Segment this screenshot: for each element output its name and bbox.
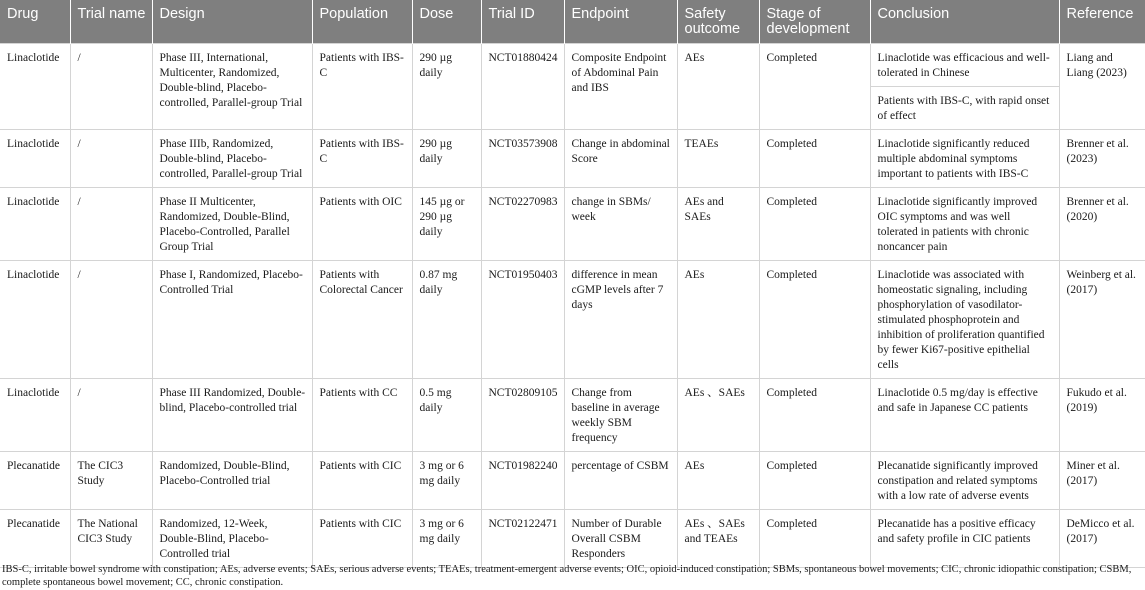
cell-conclusion: Linaclotide significantly improved OIC symptoms and was well tolerated in patients with chronic noncancer pain: [870, 188, 1059, 261]
cell-trial-id: NCT03573908: [481, 130, 564, 188]
cell-design: Phase IIIb, Randomized, Double-blind, Placebo-controlled, Parallel-group Trial: [152, 130, 312, 188]
header-safety-outcome: Safety outcome: [677, 0, 759, 44]
cell-stage: Completed: [759, 261, 870, 379]
header-conclusion: Conclusion: [870, 0, 1059, 44]
cell-safety-outcome: AEs: [677, 452, 759, 510]
cell-dose: 0.87 mg daily: [412, 261, 481, 379]
header-population: Population: [312, 0, 412, 44]
cell-dose: 145 µg or 290 µg daily: [412, 188, 481, 261]
table-row: [0, 261, 1145, 379]
header-trial-name: Trial name: [70, 0, 152, 44]
cell-trial-id: NCT01982240: [481, 452, 564, 510]
cell-trial-name: /: [70, 188, 152, 261]
cell-reference: Brenner et al. (2020): [1059, 188, 1145, 261]
cell-drug: Linaclotide: [0, 130, 70, 188]
table-row: [0, 510, 1145, 568]
cell-safety-outcome: TEAEs: [677, 130, 759, 188]
cell-design: Phase I, Randomized, Placebo-Controlled Trial: [152, 261, 312, 379]
cell-dose: 290 µg daily: [412, 130, 481, 188]
cell-population: Patients with IBS-C: [312, 44, 412, 130]
header-reference: Reference: [1059, 0, 1145, 44]
cell-drug: Linaclotide: [0, 188, 70, 261]
cell-population: Patients with OIC: [312, 188, 412, 261]
cell-reference: Liang and Liang (2023): [1059, 44, 1145, 130]
cell-trial-id: NCT02122471: [481, 510, 564, 568]
cell-safety-outcome: AEs: [677, 261, 759, 379]
table-header-row: [0, 0, 1145, 44]
cell-population: Patients with CC: [312, 379, 412, 452]
cell-trial-id: NCT02270983: [481, 188, 564, 261]
cell-safety-outcome: AEs 、SAEs and TEAEs: [677, 510, 759, 568]
cell-drug: Plecanatide: [0, 452, 70, 510]
cell-trial-id: NCT01880424: [481, 44, 564, 130]
cell-endpoint: change in SBMs/ week: [564, 188, 677, 261]
cell-trial-name: The National CIC3 Study: [70, 510, 152, 568]
cell-trial-name: The CIC3 Study: [70, 452, 152, 510]
cell-trial-id: NCT02809105: [481, 379, 564, 452]
cell-drug: Plecanatide: [0, 510, 70, 568]
table-row: [0, 379, 1145, 452]
cell-conclusion: Linaclotide was associated with homeostatic signaling, including phosphorylation of vasodilator-stimulated phosphoprotein and inhibition of proliferation quantified by fewer Ki67-positive epithelial cells: [870, 261, 1059, 379]
table-footnote: IBS-C, irritable bowel syndrome with constipation; AEs, adverse events; SAEs, serious adverse events; TEAEs, treatment-emergent adverse events; OIC, opioid-induced constipation; SBMs, spontaneous bowel movements; CIC, chronic idiopathic constipation; CSBM, complete spontaneous bowel movement; CC, chronic constipation.: [2, 564, 1132, 588]
cell-population: Patients with CIC: [312, 452, 412, 510]
cell-dose: 290 µg daily: [412, 44, 481, 130]
cell-endpoint: Number of Durable Overall CSBM Responders: [564, 510, 677, 568]
cell-conclusion: Linaclotide 0.5 mg/day is effective and safe in Japanese CC patients: [870, 379, 1059, 452]
cell-reference: Weinberg et al. (2017): [1059, 261, 1145, 379]
cell-endpoint: Change in abdominal Score: [564, 130, 677, 188]
cell-drug: Linaclotide: [0, 44, 70, 130]
header-trial-id: Trial ID: [481, 0, 564, 44]
cell-endpoint: Change from baseline in average weekly SBM frequency: [564, 379, 677, 452]
cell-population: Patients with Colorectal Cancer: [312, 261, 412, 379]
cell-trial-name: /: [70, 130, 152, 188]
cell-conclusion: Patients with IBS-C, with rapid onset of effect: [870, 87, 1059, 130]
cell-population: Patients with IBS-C: [312, 130, 412, 188]
table-row: [0, 130, 1145, 188]
cell-drug: Linaclotide: [0, 261, 70, 379]
cell-design: Randomized, 12-Week, Double-Blind, Placebo-Controlled trial: [152, 510, 312, 568]
cell-endpoint: percentage of CSBM: [564, 452, 677, 510]
cell-reference: Brenner et al. (2023): [1059, 130, 1145, 188]
cell-reference: Miner et al. (2017): [1059, 452, 1145, 510]
cell-stage: Completed: [759, 452, 870, 510]
cell-drug: Linaclotide: [0, 379, 70, 452]
header-dose: Dose: [412, 0, 481, 44]
cell-endpoint: difference in mean cGMP levels after 7 days: [564, 261, 677, 379]
cell-trial-name: /: [70, 261, 152, 379]
cell-conclusion: Linaclotide significantly reduced multiple abdominal symptoms important to patients with IBS-C: [870, 130, 1059, 188]
cell-reference: Fukudo et al. (2019): [1059, 379, 1145, 452]
cell-conclusion: Linaclotide was efficacious and well-tolerated in Chinese: [870, 44, 1059, 87]
header-drug: Drug: [0, 0, 70, 44]
cell-dose: 0.5 mg daily: [412, 379, 481, 452]
cell-design: Phase III, International, Multicenter, Randomized, Double-blind, Placebo-controlled, Parallel-group Trial: [152, 44, 312, 130]
cell-design: Phase II Multicenter, Randomized, Double-Blind, Placebo-Controlled, Parallel Group Trial: [152, 188, 312, 261]
cell-design: Phase III Randomized, Double-blind, Placebo-controlled trial: [152, 379, 312, 452]
table-row: [0, 188, 1145, 261]
table-row: [0, 44, 1145, 87]
cell-stage: Completed: [759, 510, 870, 568]
cell-conclusion: Plecanatide significantly improved constipation and related symptoms with a low rate of adverse events: [870, 452, 1059, 510]
cell-safety-outcome: AEs 、SAEs: [677, 379, 759, 452]
cell-trial-id: NCT01950403: [481, 261, 564, 379]
cell-dose: 3 mg or 6 mg daily: [412, 510, 481, 568]
header-design: Design: [152, 0, 312, 44]
cell-trial-name: /: [70, 379, 152, 452]
cell-safety-outcome: AEs: [677, 44, 759, 130]
cell-safety-outcome: AEs and SAEs: [677, 188, 759, 261]
table-row: [0, 452, 1145, 510]
cell-stage: Completed: [759, 44, 870, 130]
cell-stage: Completed: [759, 130, 870, 188]
cell-endpoint: Composite Endpoint of Abdominal Pain and IBS: [564, 44, 677, 130]
cell-trial-name: /: [70, 44, 152, 130]
header-endpoint: Endpoint: [564, 0, 677, 44]
cell-design: Randomized, Double-Blind, Placebo-Controlled trial: [152, 452, 312, 510]
cell-stage: Completed: [759, 188, 870, 261]
cell-conclusion: Plecanatide has a positive efficacy and safety profile in CIC patients: [870, 510, 1059, 568]
cell-population: Patients with CIC: [312, 510, 412, 568]
cell-reference: DeMicco et al. (2017): [1059, 510, 1145, 568]
cell-dose: 3 mg or 6 mg daily: [412, 452, 481, 510]
cell-stage: Completed: [759, 379, 870, 452]
header-stage: Stage of development: [759, 0, 870, 44]
